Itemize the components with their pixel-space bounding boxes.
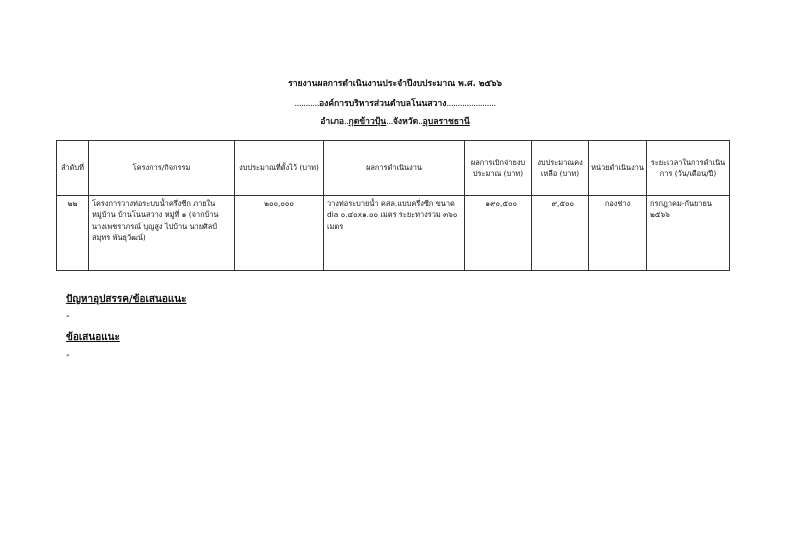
suggestions-text: - [66, 350, 70, 361]
cell-no: ๒๒ [57, 196, 89, 271]
header-unit: หน่วยดำเนินงาน [589, 141, 647, 196]
table-header-row [57, 141, 730, 196]
organization-line [0, 96, 790, 110]
dots-left: ........... [294, 99, 319, 109]
cell-project: โครงการวางท่อระบบน้ำครึ่งซีก ภายในหมู่บ้าน บ้านโนนสวาง หมู่ที่ ๑ (จากบ้านนางเพชราภรณ์ บุญสูง ไปบ้าน นายศิลป์สมุทร พันธุวัฒน์) [89, 196, 235, 271]
suggestions-heading: ข้อเสนอแนะ [66, 332, 120, 343]
header-spent: ผลการเบิกจ่ายงบประมาณ (บาท) [465, 141, 532, 196]
dots-right: ...................... [446, 99, 496, 109]
header-budget: งบประมาณที่ตั้งไว้ (บาท) [235, 141, 324, 196]
problems-text: - [66, 311, 70, 322]
header-remaining: งบประมาณคงเหลือ (บาท) [532, 141, 589, 196]
cell-remaining: ๙,๕๐๐ [532, 196, 589, 271]
amphoe-name: กุดข้าวปุ้น [348, 117, 387, 127]
organization-name: องค์การบริหารส่วนตำบลโนนสวาง [318, 99, 447, 109]
cell-budget: ๒๐๐,๐๐๐ [235, 196, 324, 271]
table-row [57, 196, 730, 271]
header-project: โครงการ/กิจกรรม [89, 141, 235, 196]
results-table [56, 140, 730, 271]
report-title: รายงานผลการดำเนินงานประจำปีงบประมาณ พ.ศ. ๒๕๖๖ [288, 79, 502, 89]
header-period: ระยะเวลาในการดำเนินการ (วัน/เดือน/ปี) [647, 141, 730, 196]
cell-period: กรกฎาคม-กันยายน ๒๕๖๖ [647, 196, 730, 271]
changwat-name: อุบลราชธานี [422, 117, 470, 127]
problems-heading: ปัญหาอุปสรรค/ข้อเสนอแนะ [66, 294, 187, 305]
amphoe-label: อำเภอ [320, 117, 345, 127]
cell-result: วางท่อระบายน้ำ คสล.แบบครึ่งซีก ขนาด dia ๐.๔๐x๑.๐๐ เมตร ระยะทางรวม ๓๖๐ เมตร [324, 196, 465, 271]
location-line: อำเภอ..กุดข้าวปุ้น...จังหวัด..อุบลราชธานี [320, 117, 470, 127]
header-no: ลำดับที่ [57, 141, 89, 196]
changwat-label: จังหวัด [392, 117, 419, 127]
cell-spent: ๑๙๐,๕๐๐ [465, 196, 532, 271]
cell-unit: กองช่าง [589, 196, 647, 271]
header-result: ผลการดำเนินงาน [324, 141, 465, 196]
